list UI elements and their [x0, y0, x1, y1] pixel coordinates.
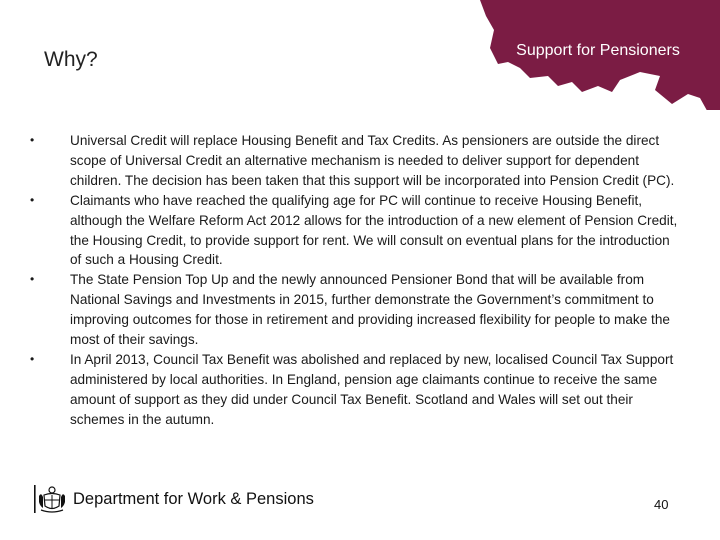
bullet-item	[30, 270, 682, 350]
bullet-text: The State Pension Top Up and the newly announced Pensioner Bond that will be available from National Savings and Investments in 2015, further demonstrate the Government’s commitment to improving outcomes for those in retirement and providing increased flexibility for people to make the most of their savings.	[70, 272, 670, 348]
bullet-text: Universal Credit will replace Housing Benefit and Tax Credits. As pensioners are outside the direct scope of Universal Credit an alternative mechanism is needed to deliver support for dependent children. The decision has been taken that this support will be incorporated into Pension Credit (PC).	[70, 133, 675, 188]
department-name: Department for Work & Pensions	[73, 489, 314, 508]
bullet-item	[30, 191, 682, 271]
page-number: 40	[654, 497, 669, 512]
page-title: Why?	[44, 48, 98, 71]
bullet-item	[30, 350, 682, 430]
bullet-marker: •	[30, 133, 35, 147]
bullet-text: Claimants who have reached the qualifying age for PC will continue to receive Housing Benefit, although the Welfare Reform Act 2012 allows for the introduction of a new element of Pension Credit, the Housing Credit, to provide support for rent. We will consult on eventual plans for the introduction of such a Housing Credit.	[70, 192, 678, 268]
bullet-marker: •	[30, 272, 35, 287]
department-logo	[33, 484, 314, 514]
bullet-marker: •	[30, 192, 35, 207]
bullet-item	[30, 131, 682, 191]
section-label: Support for Pensioners	[516, 42, 680, 59]
bullet-text: In April 2013, Council Tax Benefit was abolished and replaced by new, localised Council Tax Support administered by local authorities. In England, pension age claimants continue to receive the same amount of support as they did under Council Tax Benefit. Scotland and Wales will set out their schemes in the autumn.	[70, 351, 674, 427]
royal-crest-icon	[33, 484, 67, 514]
bullet-marker: •	[30, 351, 35, 366]
bullet-list	[30, 131, 682, 430]
